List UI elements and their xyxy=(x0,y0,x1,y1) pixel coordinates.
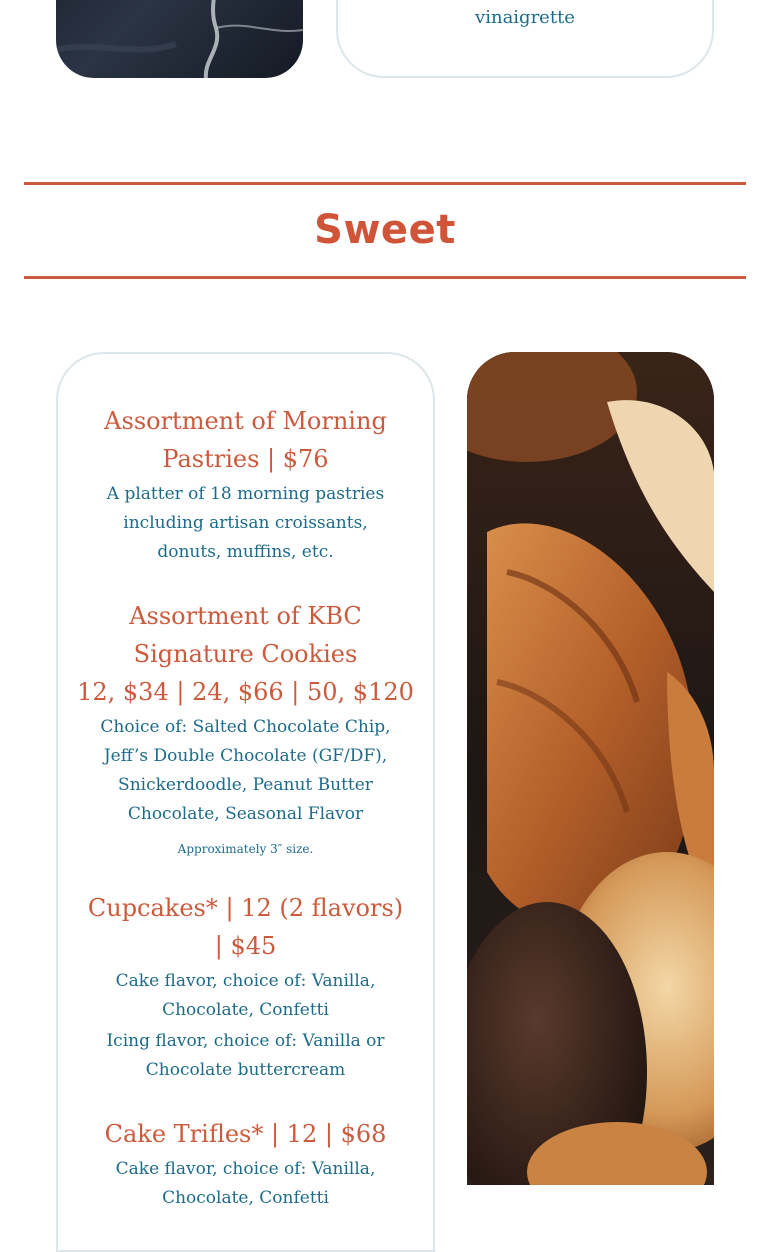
menu-item-cookies xyxy=(58,597,433,859)
item-desc: Cake flavor, choice of: Vanilla, Chocolate, Confetti xyxy=(115,1159,376,1208)
item-title: Assortment of KBC Signature Cookies xyxy=(129,602,362,668)
menu-item-pastries xyxy=(58,402,433,567)
item-price: 12, $34 | 24, $66 | 50, $120 xyxy=(77,678,414,706)
item-note: Approximately 3″ size. xyxy=(177,842,314,856)
menu-item-trifles xyxy=(58,1115,433,1213)
salad-desc: vinaigrette xyxy=(475,7,575,28)
marble-photo xyxy=(56,0,303,78)
section-rule-top xyxy=(24,182,746,185)
menu-item-cupcakes xyxy=(58,889,433,1085)
sweet-menu-card xyxy=(56,352,435,1252)
item-title: Cake Trifles* | 12 | $68 xyxy=(104,1120,387,1148)
item-title: Assortment of Morning Pastries | $76 xyxy=(104,407,387,473)
item-desc: Cake flavor, choice of: Vanilla, Chocolate, Confetti xyxy=(115,971,376,1020)
item-title: Cupcakes* | 12 (2 flavors) | $45 xyxy=(87,894,404,960)
pastries-photo xyxy=(467,352,714,1185)
item-desc: Choice of: Salted Chocolate Chip, Jeff’s Double Chocolate (GF/DF), Snickerdoodle, Peanut Butter Chocolate, Seasonal Flavor xyxy=(100,717,391,824)
section-rule-bottom xyxy=(24,276,746,279)
salad-card xyxy=(336,0,714,78)
item-desc: Icing flavor, choice of: Vanilla or Chocolate buttercream xyxy=(106,1031,385,1080)
item-desc: A platter of 18 morning pastries including artisan croissants, donuts, muffins, etc. xyxy=(106,484,385,562)
section-title: Sweet xyxy=(314,207,456,253)
